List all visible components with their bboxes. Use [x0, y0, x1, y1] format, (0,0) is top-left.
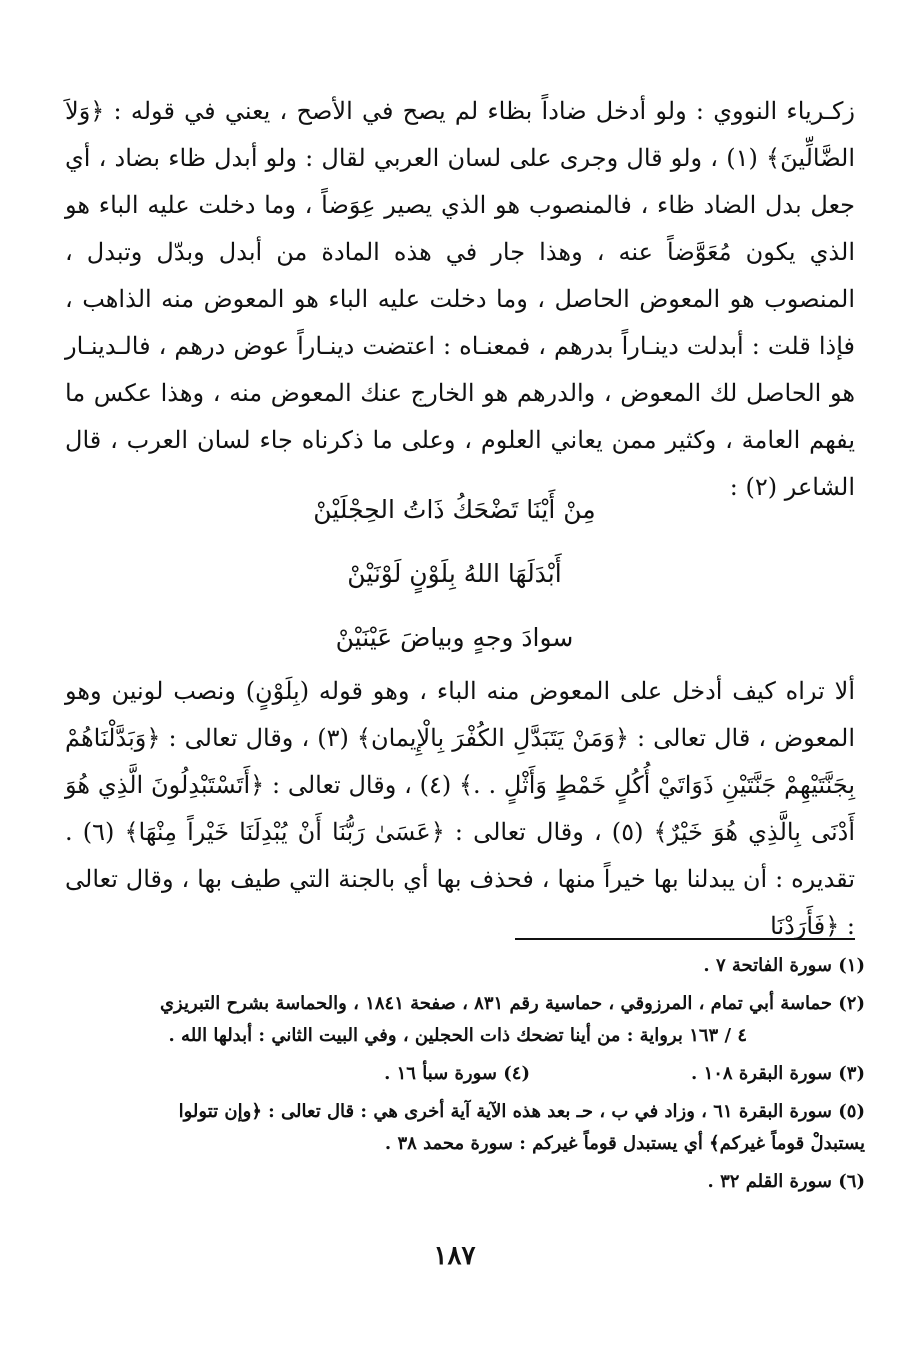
footnote-continuation: يستبدلْ قوماً غيركم﴾ أي يستبدل قوماً غيركم : سورة محمد ٣٨ . — [384, 1133, 865, 1154]
paragraph: زكـرياء النووي : ولو أدخل ضاداً بظاء لم يصح في الأصح ، يعني في قوله : ﴿وَلاَ الضَّالِّينَ﴾ (١) ، ولو قال وجرى على لسان العربي لقال : ولو أبدل ظاء بضاد ، أي جعل بدل الضاد ظاء ، فالمنصوب هو الذي يصير عِوَضاً ، وما دخلت عليه الباء هو الذي يكون مُعَوَّضاً عنه ، وهذا جار في هذه المادة من أبدل وبدّل وتبدل ، المنصوب هو المعوض الحاصل ، وما دخلت عليه الباء هو المعوض منه الذاهب ، فإذا قلت : أبدلت دينـاراً بدرهم ، فمعنـاه : اعتضت دينـاراً عوض درهم ، فالـدينـار هو الحاصل لك المعوض ، والدرهم هو الخارج عنك المعوض منه ، وهذا عكس ما يفهم العامة ، وكثير ممن يعاني العلوم ، وعلى ما ذكرناه جاء لسان العرب ، قال الشاعر (٢) : — [65, 97, 856, 501]
footnote: (٤) سورة سبأ ١٦ . — [384, 1063, 530, 1084]
footnote: (١) سورة الفاتحة ٧ . — [703, 955, 865, 976]
poem-verses — [0, 478, 909, 670]
footnote: (٥) سورة البقرة ٦١ ، وزاد في ب ، حـ بعد هذه الآية آية أخرى هي : قال تعالى : ﴿وإن تتولوا — [178, 1101, 865, 1122]
main-text-block-continued — [65, 668, 855, 950]
footnote: (٣) سورة البقرة ١٠٨ . — [691, 1063, 865, 1084]
footnote-continuation: ٤ / ١٦٣ برواية : من أينا تضحك ذات الحجلين ، وفي البيت الثاني : أبدلها الله . — [168, 1025, 747, 1046]
footnote: (٢) حماسة أبي تمام ، المرزوقي ، حماسية رقم ٨٣١ ، صفحة ١٨٤١ ، والحماسة بشرح التبريزي — [159, 993, 865, 1014]
main-text-block — [65, 88, 855, 511]
footnote: (٦) سورة القلم ٣٢ . — [707, 1171, 865, 1192]
verse-line: سوادَ وجهٍ وبياضَ عَيْنَيْنْ — [335, 623, 574, 652]
footnote-pair — [55, 1058, 865, 1090]
verse-line: أَبْدَلَهَا اللهُ بِلَوْنٍ لَوْنَيْنْ — [347, 559, 562, 588]
paragraph: ألا تراه كيف أدخل على المعوض منه الباء ، وهو قوله (بِلَوْنٍ) ونصب لونين وهو المعوض ، قال تعالى : ﴿وَمَنْ يَتَبَدَّلِ الكُفْرَ بِالْإِيمان﴾ (٣) ، وقال تعالى : ﴿وَبَدَّلْنَاهُمْ بِجَنَّتَيْهِمْ جَنَّتَيْنِ ذَوَاتَيْ أُكُلٍ خَمْطٍ وَأَثْلٍ . .﴾ (٤) ، وقال تعالى : ﴿أَتَسْتَبْدِلُونَ الَّذِي هُوَ أَدْنَى بِالَّذِي هُوَ خَيْرٌ﴾ (٥) ، وقال تعالى : ﴿عَسَىٰ رَبُّنَا أَنْ يُبْدِلَنَا خَيْراً مِنْهَا﴾ (٦) . تقديره : أن يبدلنا بها خيراً منها ، فحذف بها أي بالجنة التي طيف بها ، وقال تعالى : ﴿فَأَرَدْنَا — [65, 677, 856, 940]
footnote-separator — [515, 938, 855, 940]
verse-line: مِنْ أَيْنَا تَضْحَكُ ذَاتُ الحِجْلَيْنْ — [313, 495, 596, 524]
footnotes — [55, 950, 865, 1198]
page-number: ١٨٧ — [433, 1241, 476, 1271]
